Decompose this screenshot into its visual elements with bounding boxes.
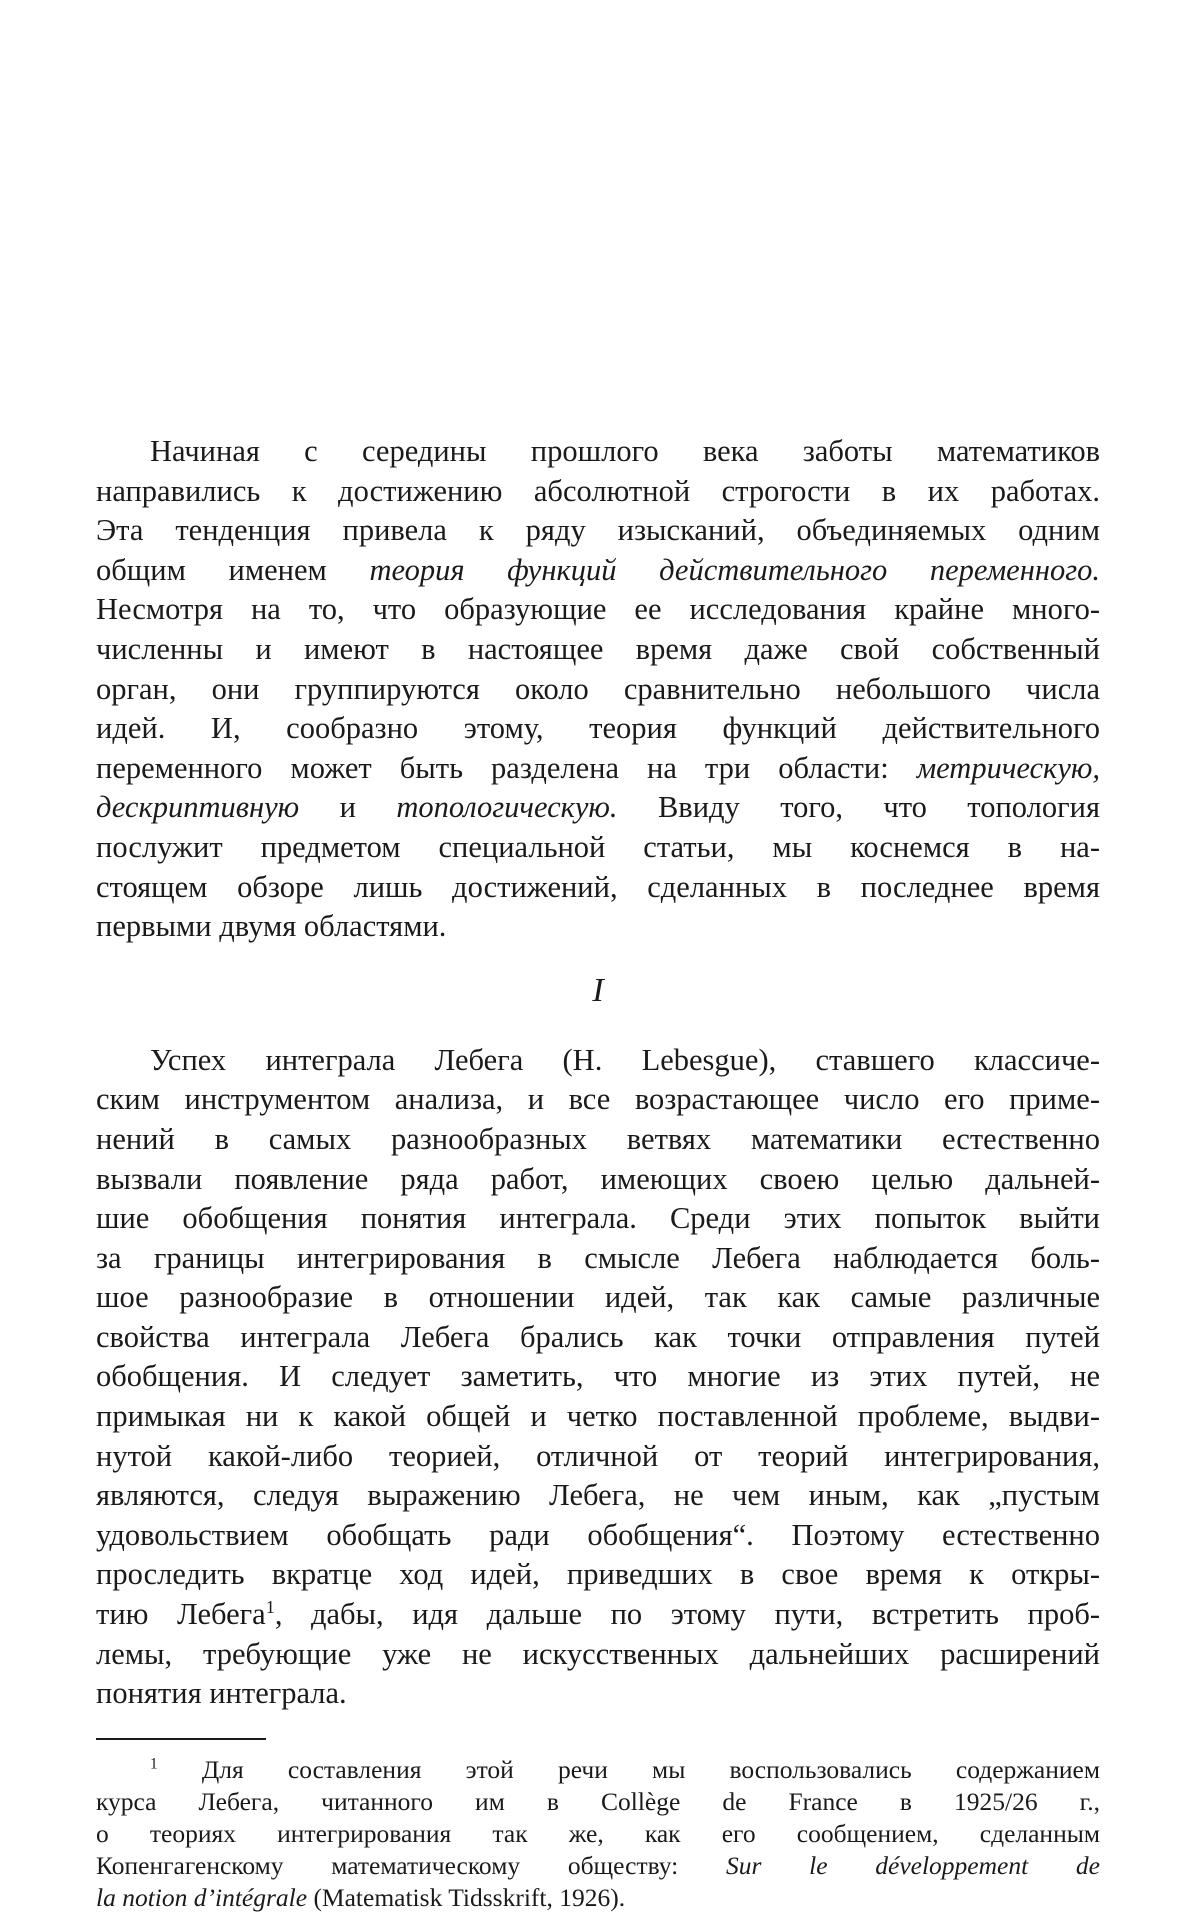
italic-title: la notion d’intégrale (96, 1882, 308, 1912)
text-line: идей. И, сообразно этому, теория функций действительного (96, 711, 1100, 746)
text-fragment: (Matematisk Tidsskrift, 1926). (307, 1882, 626, 1912)
text-line: Эта тенденция привела к ряду изысканий, объединяемых одним (96, 513, 1100, 548)
text-line: лемы, требующие уже не искусственных дальнейших расширений (96, 1636, 1100, 1671)
text-line: направились к достижению абсолютной строгости в их работах. (96, 473, 1100, 508)
italic-term: теория функций действительного переменного. (369, 552, 1100, 587)
text-line: о теориях интегрирования так же, как его сообщением, сделанным (96, 1818, 1100, 1848)
text-line: проследить вкратце ход идей, приведших в свое время к откры- (96, 1557, 1100, 1592)
footnote (96, 1754, 1100, 1914)
section-number: I (592, 971, 604, 1009)
text-line: Несмотря на то, что образующие ее исследования крайне много- (96, 592, 1100, 627)
text-line (96, 1850, 1100, 1882)
text-fragment: переменного может быть разделена на три области: (96, 750, 917, 785)
text-line: нений в самых разнообразных ветвях математики естественно (96, 1121, 1100, 1156)
text-fragment: тию Лебега (96, 1597, 266, 1632)
body-paragraph (96, 1041, 1100, 1714)
text-line: за границы интегрирования в смысле Лебега наблюдается боль- (96, 1240, 1100, 1275)
italic-title: Sur le développement de (725, 1850, 1100, 1880)
text-line: Начиная с середины прошлого века заботы математиков (150, 434, 1100, 468)
italic-term: дескриптивную (96, 790, 300, 825)
text-fragment: Для составления этой речи мы воспользовались содержанием (157, 1754, 1100, 1784)
text-line (96, 1754, 1100, 1786)
text-line: понятия интеграла. (96, 1676, 347, 1711)
text-line: примыкая ни к какой общей и четко поставленной проблеме, выдви- (96, 1399, 1100, 1434)
text-line: первыми двумя областями. (96, 909, 447, 944)
text-line: ским инструментом анализа, и все возрастающее число его приме- (96, 1082, 1100, 1117)
text-line (96, 1882, 1100, 1914)
italic-term: метрическую, (916, 750, 1100, 785)
footnote-marker: 1 (150, 1755, 158, 1773)
text-line: стоящем обзоре лишь достижений, сделанных в последнее время (96, 869, 1100, 904)
text-line (96, 1595, 1100, 1635)
text-fragment: , дабы, идя дальше по этому пути, встретить проб- (274, 1597, 1100, 1632)
text-line: орган, они группируются около сравнительно небольшого числа (96, 671, 1100, 706)
text-line: послужит предметом специальной статьи, мы коснемся в на- (96, 829, 1100, 864)
text-line: курса Лебега, читанного им в Collège de France в 1925/26 г., (96, 1786, 1100, 1816)
text-fragment: общим именем (96, 552, 370, 587)
text-line: шие обобщения понятия интеграла. Среди этих попыток выйти (96, 1201, 1100, 1236)
text-line (96, 788, 1100, 828)
page (96, 432, 1100, 1914)
footnote-divider (96, 1738, 266, 1740)
text-line: численны и имеют в настоящее время даже свой собственный (96, 631, 1100, 666)
text-line: вызвали появление ряда работ, имеющих своею целью дальней- (96, 1161, 1100, 1196)
text-line: свойства интеграла Лебега брались как точки отправления путей (96, 1319, 1100, 1354)
intro-paragraph (96, 432, 1100, 947)
text-line: нутой какой-либо теорией, отличной от теорий интегрирования, (96, 1438, 1100, 1473)
text-line: шое разнообразие в отношении идей, так как самые различные (96, 1280, 1100, 1315)
text-fragment: и (299, 790, 397, 825)
text-line (96, 749, 1100, 789)
text-fragment: Копенгагенскому математическому обществу: (96, 1850, 726, 1880)
text-line: являются, следуя выражению Лебега, не чем иным, как „пустым (96, 1478, 1100, 1513)
text-line: обобщения. И следует заметить, что многие из этих путей, не (96, 1359, 1100, 1394)
text-line: Успех интеграла Лебега (H. Lebesgue), ставшего классиче- (150, 1042, 1100, 1077)
text-line: удовольствием обобщать ради обобщения“. Поэтому естественно (96, 1517, 1100, 1552)
text-fragment: Ввиду того, что топология (617, 790, 1100, 825)
footnote-reference[interactable]: 1 (265, 1596, 275, 1617)
italic-term: топологическую. (396, 790, 618, 825)
text-line (96, 551, 1100, 591)
